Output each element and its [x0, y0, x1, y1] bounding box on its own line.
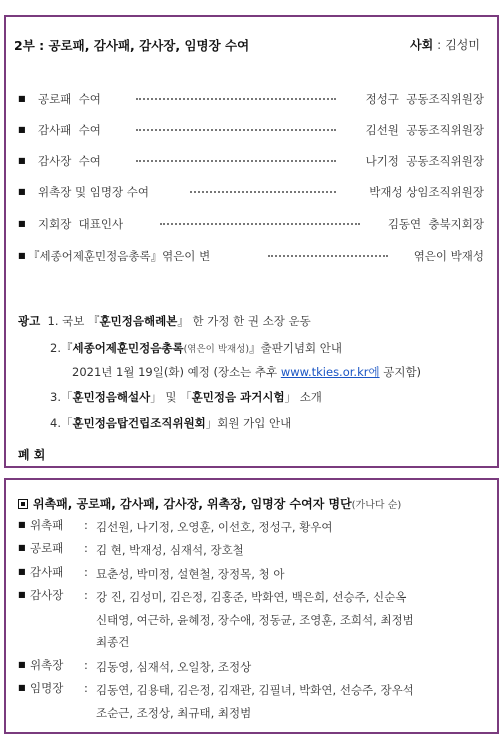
roster-category: 임명장 — [30, 681, 64, 695]
website-link[interactable]: www.tkies.or.kr에 — [280, 365, 380, 379]
bullet-icon: ■ — [18, 251, 26, 260]
notice-text: 』 한 가정 한 권 소장 운동 — [177, 314, 311, 328]
notice-2-detail — [72, 363, 421, 381]
bullet-icon: ■ — [18, 156, 26, 165]
host-name: 김성미 — [445, 38, 480, 52]
bullet-icon: ■ — [18, 660, 26, 669]
notice-text: 3.「 — [50, 390, 73, 404]
award-recipient: 박재성 상임조직위원장 — [369, 185, 484, 199]
award-recipient: 엮은이 박재성 — [413, 249, 484, 263]
bullet-icon: ■ — [18, 94, 26, 103]
notice-4 — [50, 414, 291, 432]
bullet-icon: ■ — [18, 683, 26, 692]
roster-category: 공로패 — [30, 541, 64, 555]
bullet-icon: ■ — [18, 567, 26, 576]
notice-text: 」 소개 — [284, 390, 322, 404]
award-label: 공로패 수여 — [38, 92, 101, 106]
dot-leader — [136, 98, 336, 100]
colon: : — [84, 658, 88, 672]
award-item — [18, 121, 484, 139]
roster-category: 위촉패 — [30, 518, 64, 532]
roster-names: 김동영, 심재석, 오일창, 조정상 — [96, 660, 252, 674]
notice-1 — [18, 312, 311, 330]
dot-leader — [136, 160, 336, 162]
notice-text: 」 및 「 — [150, 390, 192, 404]
notice-text: 공지함) — [379, 365, 422, 379]
dot-leader — [268, 255, 388, 257]
roster-names: 김동연, 김용태, 김은정, 김재관, 김필녀, 박화연, 선승주, 장우석 조순근, 조정상, 최규태, 최정범 — [96, 683, 414, 720]
host-label: 사회 — [409, 38, 434, 52]
roster-title-text: 위촉패, 공로패, 감사패, 감사장, 위촉장, 임명장 수여자 명단 — [33, 497, 352, 511]
award-item — [18, 215, 484, 233]
award-item — [18, 247, 484, 265]
award-recipient: 정성구 공동조직위원장 — [365, 92, 484, 106]
roster-names: 김선원, 나기정, 오영훈, 이선호, 정성구, 황우여 — [96, 520, 333, 534]
notice-3 — [50, 388, 322, 406]
notice-text: 4.「 — [50, 416, 73, 430]
colon: : — [84, 541, 88, 555]
notice-bold: 세종어제훈민정음총록 — [72, 341, 184, 355]
part2-header — [14, 36, 480, 56]
roster-category: 감사패 — [30, 565, 64, 579]
bullet-icon: ■ — [18, 219, 26, 228]
award-label: 지회장 대표인사 — [38, 217, 124, 231]
bullet-icon: ■ — [18, 520, 26, 529]
award-item — [18, 183, 484, 201]
award-label: 감사패 수여 — [38, 123, 101, 137]
colon: : — [84, 681, 88, 695]
award-label: 위촉장 및 임명장 수여 — [38, 185, 149, 199]
notice-text: 2.『 — [50, 341, 73, 355]
notice-bold: 훈민정음해례본 — [99, 314, 178, 328]
notice-2 — [50, 339, 342, 359]
notice-editor-note: (엮은이 박재성) — [183, 344, 250, 355]
bullet-icon: ■ — [18, 125, 26, 134]
notice-text: 」회원 가입 안내 — [205, 416, 292, 430]
notice-text: 2021년 1월 19일(화) 예정 (장소는 추후 — [72, 365, 281, 379]
award-item — [18, 152, 484, 170]
award-recipient: 김선원 공동조직위원장 — [365, 123, 484, 137]
award-recipient: 나기정 공동조직위원장 — [365, 154, 484, 168]
roster-names: 강 진, 김성미, 김은정, 김홍준, 박화연, 백은희, 선승주, 신순옥 신태영, 여근하, 윤혜정, 장수애, 정동균, 조영훈, 조희석, 최정범 최종건 — [96, 590, 414, 649]
award-label: 『세종어제훈민정음총록』엮은이 변 — [28, 249, 211, 263]
award-recipient: 김동연 충북지회장 — [387, 217, 484, 231]
host-info — [410, 36, 480, 53]
award-item — [18, 90, 484, 108]
award-label: 감사장 수여 — [38, 154, 101, 168]
dot-leader — [160, 223, 360, 225]
roster-names: 김 현, 박재성, 심재석, 장호철 — [96, 543, 244, 557]
notice-bold: 훈민정음 과거시험 — [191, 390, 285, 404]
closing-text: 폐 회 — [18, 448, 46, 462]
part2-title: 2부 : 공로패, 감사패, 감사장, 임명장 수여 — [14, 38, 250, 53]
colon: : — [84, 565, 88, 579]
host-separator: : — [437, 38, 442, 52]
roster-category: 감사장 — [30, 588, 64, 602]
roster-category: 위촉장 — [30, 658, 64, 672]
bullet-icon: ■ — [18, 543, 26, 552]
notices-heading: 광고 — [18, 314, 41, 328]
colon: : — [84, 588, 88, 602]
roster-order-note: (가나다 순) — [351, 500, 402, 511]
dot-leader — [136, 129, 336, 131]
square-icon — [18, 499, 28, 509]
notice-bold: 훈민정음탑건립조직위원회 — [72, 416, 206, 430]
dot-leader — [190, 191, 336, 193]
bullet-icon: ■ — [18, 590, 26, 599]
notice-bold: 훈민정음해설사 — [72, 390, 151, 404]
notice-text: 1. 국보 『 — [47, 314, 100, 328]
bullet-icon: ■ — [18, 187, 26, 196]
notice-text: 』출판기념회 안내 — [249, 341, 342, 355]
roster-names: 묘춘성, 박미정, 설현철, 장정목, 청 아 — [96, 567, 285, 581]
colon: : — [84, 518, 88, 532]
roster-title — [18, 495, 401, 512]
